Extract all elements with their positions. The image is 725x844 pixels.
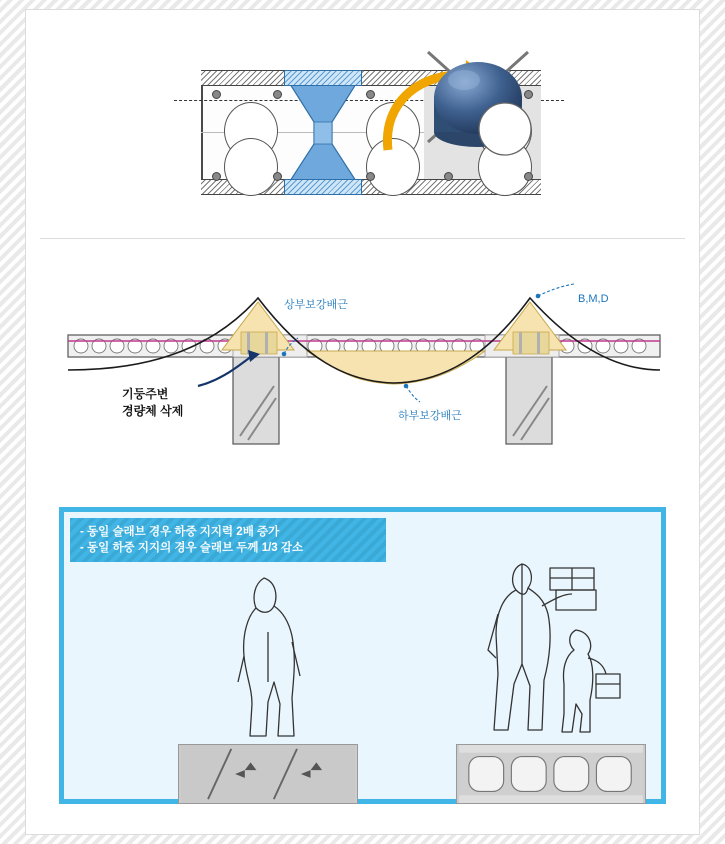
rebar-dot (212, 172, 221, 181)
label-bottom-reinforcement: 하부보강배근 (398, 410, 462, 422)
note-box (70, 518, 386, 562)
column-left (233, 356, 279, 444)
solid-slab-section (178, 744, 358, 804)
label-bmd: B,M,D (578, 293, 609, 305)
panel-load-comparison (59, 507, 666, 804)
panel-moment-diagram (26, 246, 699, 492)
rebar-dot (524, 172, 533, 181)
solid-slab-hatch (179, 745, 357, 803)
beam-web-detail (284, 82, 362, 183)
moment-diagram-figure (26, 246, 699, 492)
beam-top-flange (284, 70, 362, 86)
note-line-2: - 동일 하중 지지의 경우 슬래브 두께 1/3 감소 (80, 542, 304, 554)
column-right (506, 356, 552, 444)
beam-bottom-flange (284, 179, 362, 195)
rebar-dot (273, 90, 282, 99)
adult-child-with-boxes-figure (464, 554, 634, 744)
single-person-figure (204, 572, 334, 742)
rebar-dot (212, 90, 221, 99)
label-column-area-1: 기둥주변 (122, 387, 169, 401)
panel-slab-section-detail (26, 10, 699, 238)
label-top-reinforcement: 상부보강배근 (284, 299, 348, 311)
void-former-sphere-icon (478, 102, 532, 156)
panel-divider (40, 238, 685, 239)
document-page (26, 10, 699, 834)
void-circle (224, 138, 278, 196)
hollow-core-slab-voids (457, 745, 645, 803)
rebar-dot (366, 172, 375, 181)
label-column-area-2: 경량체 삭제 (122, 404, 184, 418)
rebar-dot (273, 172, 282, 181)
note-line-1: - 동일 슬래브 경우 하중 지지력 2배 증가 (80, 526, 280, 538)
rebar-dot (444, 172, 453, 181)
hollow-core-slab-section (456, 744, 646, 804)
